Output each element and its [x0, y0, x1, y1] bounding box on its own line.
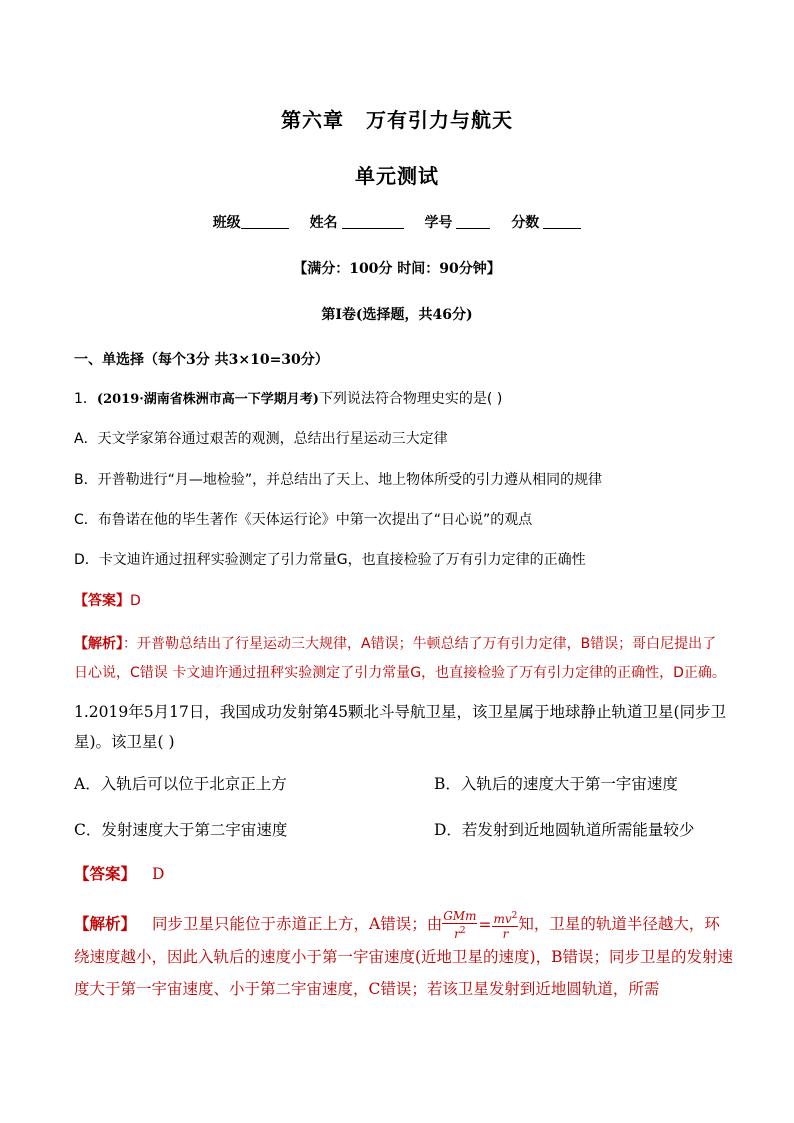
formula-gravity-fraction: $\frac{\text{GMm}}{r^2}$: [443, 909, 477, 941]
score-blank[interactable]: [543, 214, 581, 229]
unit-test-subtitle: 单元测试: [355, 164, 439, 188]
name-blank[interactable]: [342, 214, 404, 229]
score-label: 分数: [511, 215, 540, 231]
question-2-explanation: [74, 908, 734, 1005]
question-2-option-a: A．入轨后可以位于北京正上方: [74, 775, 287, 793]
question-1-answer: [74, 590, 141, 610]
section-heading: 一、单选择（每个3分 共3×10=30分）: [74, 352, 329, 368]
student-id-label: 学号: [424, 215, 453, 231]
question-2-option-c: C．发射速度大于第二宇宙速度: [74, 821, 288, 839]
explanation-text-1: 同步卫星只能位于赤道正上方，A错误；由: [152, 915, 443, 933]
question-2-option-d: D．若发射到近地圆轨道所需能量较少: [434, 821, 695, 839]
question-1-text: 下列说法符合物理史实的是( ): [318, 391, 503, 407]
question-1-number: 1．: [74, 391, 97, 407]
formula-centripetal-fraction: $\frac{mv^2}{r}$: [493, 911, 518, 941]
answer-tag: 【答案】: [74, 864, 137, 883]
exam-meta: 【满分：100分 时间：90分钟】: [293, 261, 501, 277]
formula-equals: =: [478, 916, 492, 934]
student-info-row: [0, 212, 794, 232]
volume-heading: 第Ⅰ卷(选择题，共46分): [321, 307, 473, 323]
explanation-text-2: 知，卫星的轨道半径越大，环绕速度越小，因此入轨后的速度小于第一宇宙速度(近地卫星的速度)，B错误；同步卫星的发射速度大于第一宇宙速度、小于第二宇宙速度，C错误；若该卫星发射到近地圆轨道，所需: [74, 915, 733, 998]
chapter-title: [0, 104, 794, 133]
question-2-answer: [74, 862, 164, 884]
class-blank[interactable]: [241, 214, 289, 229]
explanation-text: ：开普勒总结出了行星运动三大规律，A错误；牛顿总结了万有引力定律，B错误；哥白尼提出了日心说，C错误 卡文迪许通过扭秤实验测定了引力常量G，也直接检验了万有引力定律的正确性，D正确。: [74, 636, 726, 681]
explanation-tag: 【解析】: [74, 914, 137, 933]
question-1-source: (2019·湖南省株洲市高一下学期月考): [96, 392, 319, 407]
question-1-stem: [74, 388, 502, 408]
student-id-blank[interactable]: [456, 214, 490, 229]
question-1-option-d: D．卡文迪许通过扭秤实验测定了引力常量G，也直接检验了万有引力定律的正确性: [74, 552, 586, 568]
question-1-option-a: A．天文学家第谷通过艰苦的观测，总结出行星运动三大定律: [74, 431, 448, 447]
chapter-number: 第六章: [281, 108, 344, 132]
name-label: 姓名: [309, 215, 338, 231]
answer-value: D: [130, 593, 141, 609]
question-1-option-c: C．布鲁诺在他的毕生著作《天体运行论》中第一次提出了“日心说”的观点: [74, 512, 533, 528]
class-label: 班级: [212, 215, 241, 231]
question-1-option-b: B．开普勒进行“月—地检验”，并总结出了天上、地上物体所受的引力遵从相同的规律: [74, 472, 603, 488]
explanation-tag: 【解析】: [74, 636, 123, 652]
question-2-stem: 1.2019年5月17日，我国成功发射第45颗北斗导航卫星，该卫星属于地球静止轨道卫星(同步卫星)。该卫星( ): [74, 703, 727, 751]
answer-value: D: [152, 865, 165, 883]
question-1-explanation: [74, 630, 728, 688]
question-2-option-b: B．入轨后的速度大于第一宇宙速度: [434, 775, 678, 793]
chapter-topic: 万有引力与航天: [366, 108, 513, 132]
answer-tag: 【答案】: [74, 593, 130, 609]
